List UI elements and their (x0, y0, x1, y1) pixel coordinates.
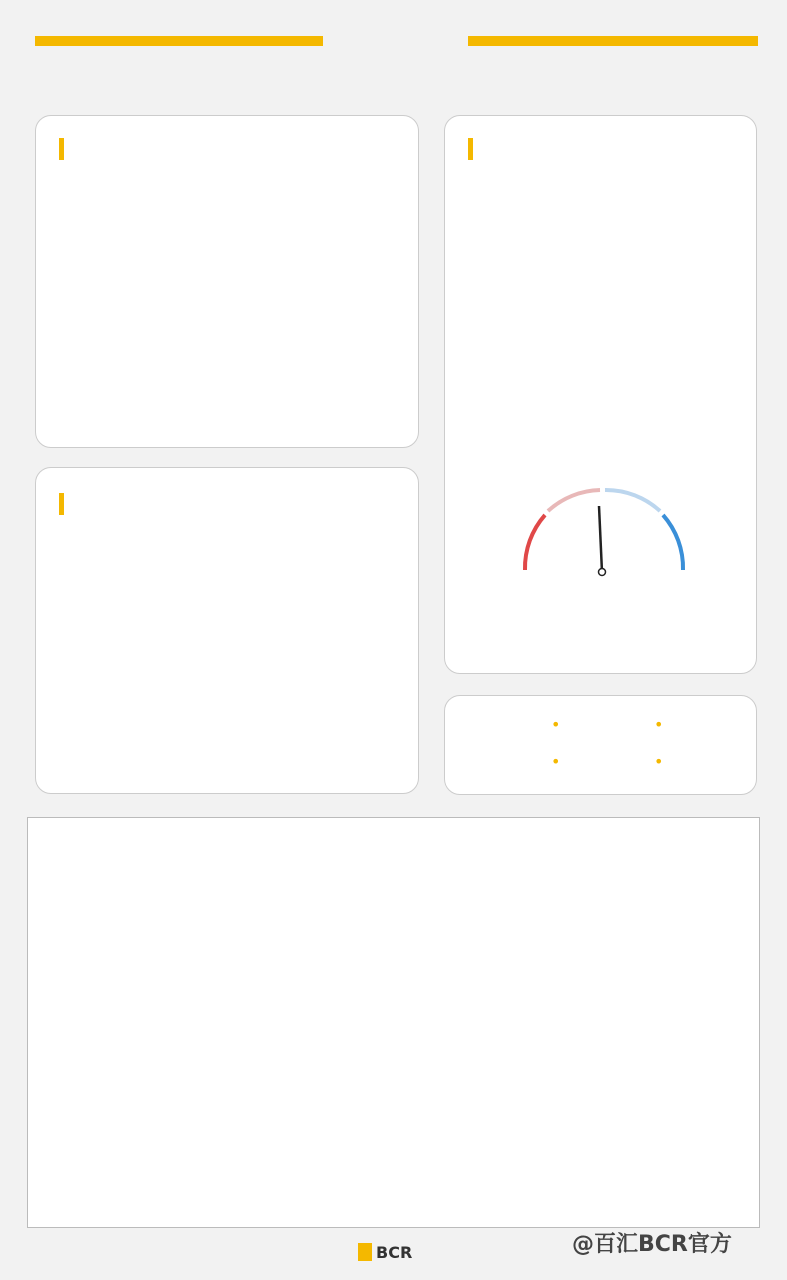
support-dot-1: • (551, 752, 561, 771)
header-accent-left (35, 36, 323, 46)
gauge-strong-buy-arc (663, 515, 683, 570)
fundamentals-card (35, 115, 419, 448)
oscillators-card (444, 115, 757, 674)
support-dot-2: • (654, 752, 664, 771)
gauge-buy-arc (605, 490, 660, 511)
header-accent-right (468, 36, 758, 46)
title-accent-bar (59, 138, 64, 160)
gauge-pivot (599, 569, 606, 576)
sentiment-gauge (470, 480, 740, 590)
technical-card (35, 467, 419, 794)
watermark: @百汇BCR官方 (572, 1232, 732, 1257)
technical-title (59, 493, 76, 518)
gauge-needle (599, 506, 602, 572)
oscillators-title (468, 138, 485, 163)
price-chart[interactable] (27, 817, 760, 1228)
chart-canvas (28, 818, 761, 1229)
title-accent-bar (468, 138, 473, 160)
bcr-logo: BCR (358, 1243, 412, 1262)
bcr-logo-mark (358, 1243, 372, 1261)
resistance-dot-1: • (551, 715, 561, 734)
gauge-sell-arc (548, 490, 600, 511)
fundamentals-title (59, 138, 76, 163)
gauge-strong-sell-arc (525, 515, 545, 570)
levels-card (444, 695, 757, 795)
title-accent-bar (59, 493, 64, 515)
resistance-dot-2: • (654, 715, 664, 734)
